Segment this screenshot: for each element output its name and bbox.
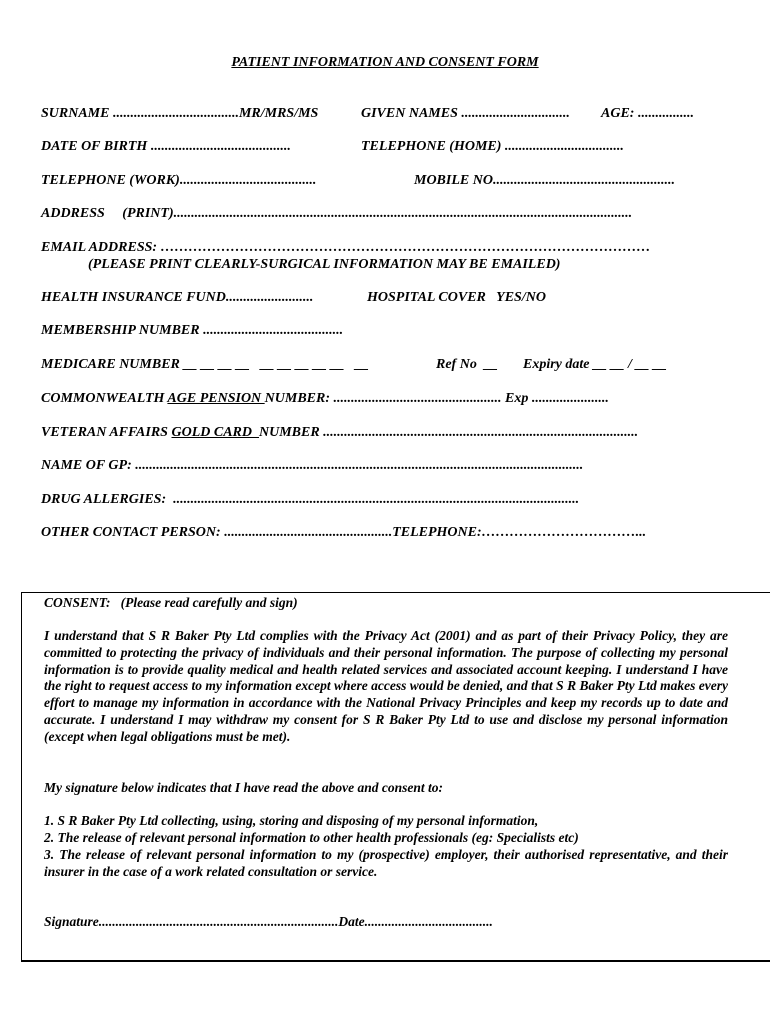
surname-field[interactable]: SURNAME ....................................MR/MRS/MS [41, 106, 319, 121]
telephone-work-field[interactable]: TELEPHONE (WORK)....................................... [41, 173, 317, 188]
other-contact-field[interactable]: OTHER CONTACT PERSON: ................................................TELEPHONE:……………………………... [41, 525, 647, 540]
veteran-underline: GOLD CARD [171, 425, 259, 440]
drug-allergies-field[interactable]: DRUG ALLERGIES: .................................................................................................................... [41, 492, 580, 507]
consent-intro: My signature below indicates that I have read the above and consent to: [44, 780, 444, 795]
consent-item-2: 2. The release of relevant personal information to other health professionals (eg: Specialists etc) [44, 830, 579, 845]
gp-name-field[interactable]: NAME OF GP: ................................................................................................................................ [41, 458, 584, 473]
address-field[interactable]: ADDRESS (PRINT)................................................................................................................................... [41, 206, 633, 221]
membership-number-field[interactable]: MEMBERSHIP NUMBER ........................................ [41, 323, 344, 338]
email-field[interactable]: EMAIL ADDRESS: …………………………………………………………………………………………… [41, 240, 651, 255]
consent-item-3: 3. The release of relevant personal information to my (prospective) employer, their authorised representative, and their insurer in the case of a work related consultation or service. [44, 847, 728, 879]
veteran-affairs-field[interactable] [41, 425, 638, 441]
given-names-field[interactable]: GIVEN NAMES ............................... [361, 106, 570, 121]
veteran-suffix: NUMBER .......................................................................................... [259, 425, 639, 440]
expiry-date-field[interactable]: Expiry date __ __ / __ __ [523, 357, 667, 372]
medicare-number-field[interactable]: MEDICARE NUMBER __ __ __ __ __ __ __ __ __ __ [41, 357, 369, 372]
consent-paragraph: I understand that S R Baker Pty Ltd complies with the Privacy Act (2001) and as part of their Privacy Policy, they are committed to protecting the privacy of individuals and their personal information. The purpose of collecting my personal information is to provide quality medical and health related services and associated account keeping. I understand I have the right to request access to my information except where access would be denied, and that S R Baker Pty Ltd makes every effort to manage my information in accordance with the National Privacy Principles and keep my records up to date and accurate. I understand I may withdraw my consent for S R Baker Pty Ltd to use and disclose my personal information (except when legal obligations must be met). [44, 628, 728, 744]
health-insurance-field[interactable]: HEALTH INSURANCE FUND......................... [41, 290, 314, 305]
age-field[interactable]: AGE: ................ [601, 106, 694, 121]
veteran-prefix: VETERAN AFFAIRS [41, 425, 172, 440]
age-pension-prefix: COMMONWEALTH [41, 391, 168, 406]
age-pension-field[interactable] [41, 391, 609, 407]
hospital-cover-field[interactable]: HOSPITAL COVER YES/NO [367, 290, 546, 305]
ref-no-field[interactable]: Ref No __ [436, 357, 498, 372]
age-pension-underline: AGE PENSION [167, 391, 265, 406]
mobile-field[interactable]: MOBILE NO.................................................... [414, 173, 675, 188]
consent-box [21, 592, 770, 962]
age-pension-suffix: NUMBER: ................................................ Exp ...................... [264, 391, 609, 406]
consent-item-1: 1. S R Baker Pty Ltd collecting, using, storing and disposing of my personal information, [44, 813, 539, 828]
form-title: PATIENT INFORMATION AND CONSENT FORM [231, 55, 539, 70]
telephone-home-field[interactable]: TELEPHONE (HOME) .................................. [361, 139, 624, 154]
email-note: (PLEASE PRINT CLEARLY-SURGICAL INFORMATION MAY BE EMAILED) [88, 257, 561, 272]
signature-field[interactable]: Signature.......................................................................Date...................................... [44, 914, 493, 929]
date-of-birth-field[interactable]: DATE OF BIRTH ........................................ [41, 139, 291, 154]
consent-heading: CONSENT: (Please read carefully and sign) [44, 595, 298, 610]
